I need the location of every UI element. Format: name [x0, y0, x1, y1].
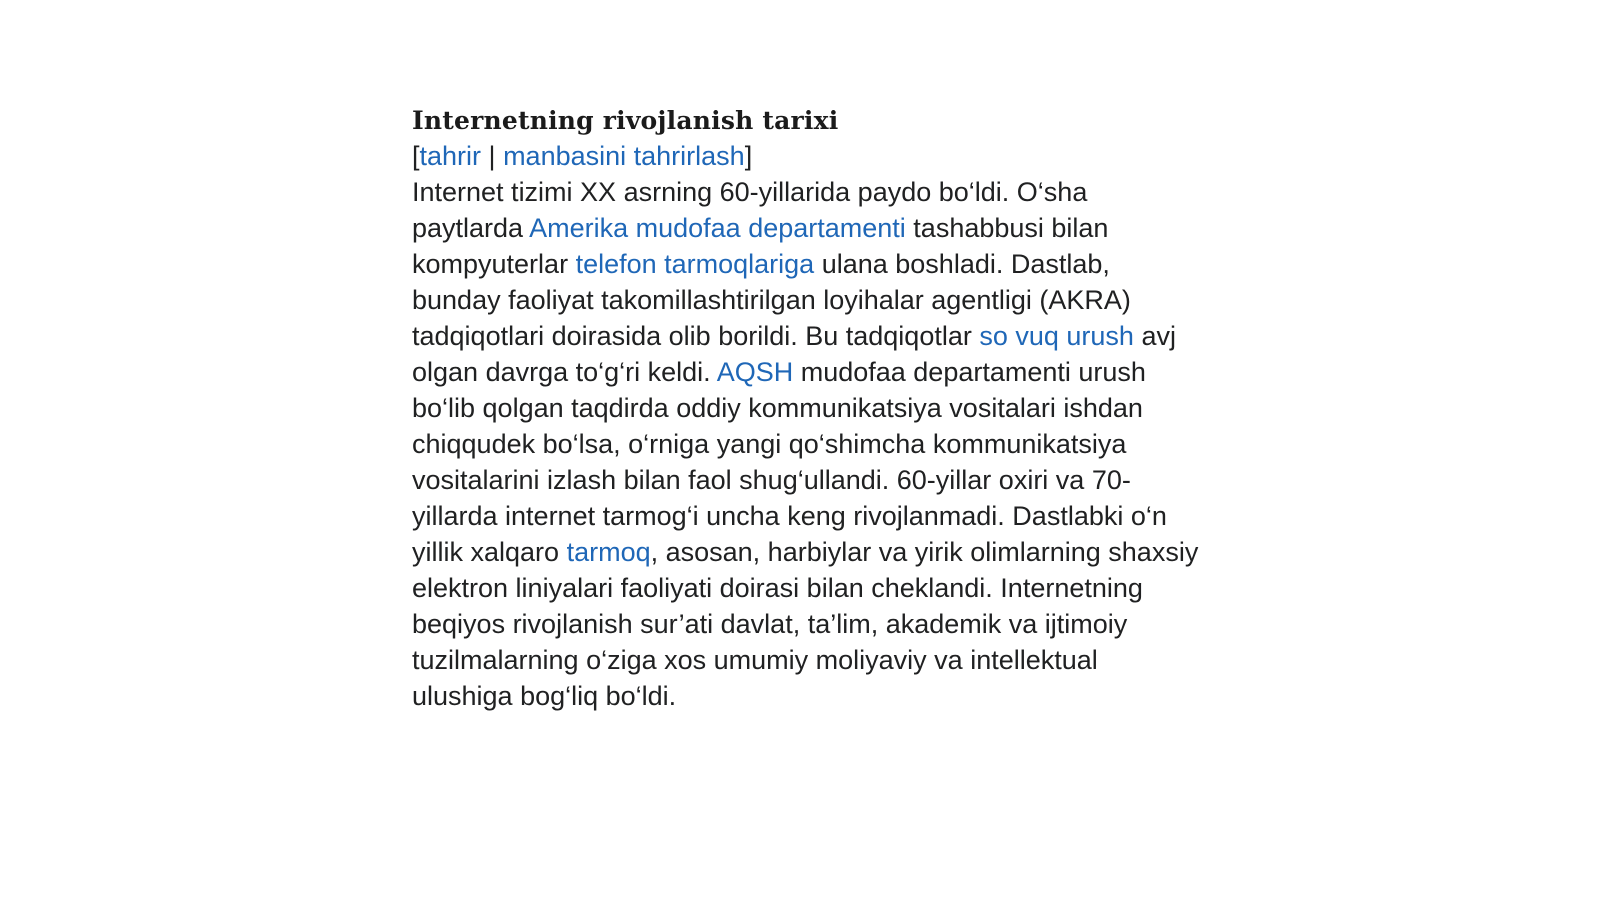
edit-bar-open-bracket: [: [412, 141, 420, 171]
paragraph-text: mudofaa departamenti urush bo‘lib qolgan taqdirda oddiy kommunikatsiya vositalari ishdan chiqqudek bo‘lsa, o‘rniga yangi qo‘shimcha kommunikatsiya vositalarini izlash bilan faol shug‘ullandi. 60-yillar oxiri va 70-yillarda internet tarmog‘i uncha keng rivojlanmadi. Dastlabki o‘n yillik xalqaro: [412, 357, 1167, 567]
edit-bar-separator: |: [481, 141, 504, 171]
article-section: [412, 104, 1202, 714]
paragraph-text: Internet tizimi XX asrning 60-yillarida paydo bo‘ldi. O‘sha paytlarda: [412, 177, 1088, 243]
link-tarmoq[interactable]: tarmoq: [566, 537, 651, 567]
paragraph-text: avj olgan davrga to‘g‘ri keldi.: [412, 321, 1176, 387]
edit-bar: [412, 138, 1202, 174]
section-heading: Internetning rivojlanish tarixi: [412, 106, 839, 135]
link-aqsh[interactable]: AQSH: [716, 357, 794, 387]
link-sovuq-urush[interactable]: so vuq urush: [979, 321, 1134, 351]
edit-link[interactable]: tahrir: [419, 141, 482, 171]
body-paragraph: [412, 174, 1202, 714]
edit-bar-close-bracket: ]: [744, 141, 753, 171]
link-amerika-mudofaa-departamenti[interactable]: Amerika mudofaa departamenti: [529, 213, 906, 243]
link-telefon-tarmoqlariga[interactable]: telefon tarmoqlariga: [575, 249, 815, 279]
paragraph-text: ulana boshladi. Dastlab, bunday faoliyat takomillashtirilgan loyihalar agentligi (AKRA) tadqiqotlari doirasida olib borildi. Bu tadqiqotlar: [412, 249, 1131, 351]
paragraph-text: , asosan, harbiylar va yirik olimlarning shaxsiy elektron liniyalari faoliyati doirasi bilan cheklandi. Internetning beqiyos rivojlanish sur’ati davlat, ta’lim, akademik va ijtimoiy tuzilmalarning o‘ziga xos umumiy moliyaviy va intellektual ulushiga bog‘liq bo‘ldi.: [412, 537, 1199, 711]
edit-source-link[interactable]: manbasini tahrirlash: [503, 141, 745, 171]
paragraph-text: tashabbusi bilan kompyuterlar: [412, 213, 1109, 279]
